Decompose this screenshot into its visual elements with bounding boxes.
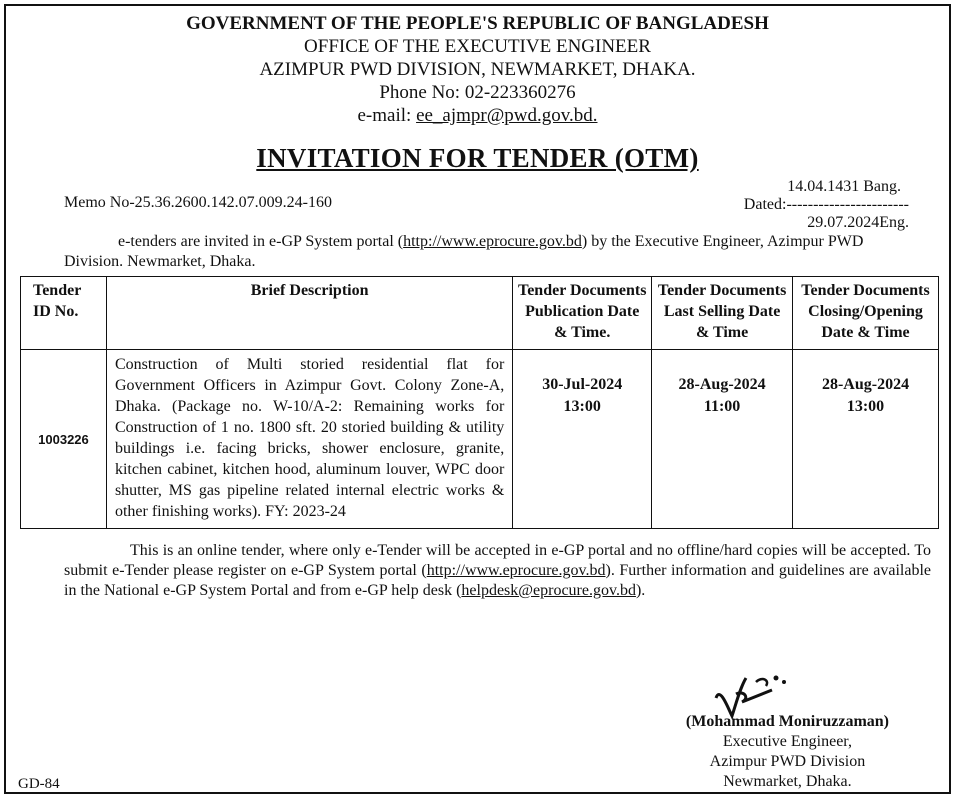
tender-id: 1003226	[21, 350, 107, 529]
last-selling-datetime	[652, 350, 793, 529]
eprocure-link[interactable]: http://www.eprocure.gov.bd	[403, 233, 582, 250]
memo-row	[6, 174, 949, 232]
header-publication: Tender Documents Publication Date & Time.	[513, 277, 652, 350]
note-text-2: ). Further information and guidelines are available in the National e-GP System Portal and from e-GP help desk (	[64, 562, 932, 599]
tender-description: Construction of Multi storied residential flat for Government Officers in Azimpur Govt. Colony Zone-A, Dhaka. (Package no. W-10/A-2: Remaining works for Construction of 1 no. 1800 sft. 20 storied building & utility buildings i.e. facing bricks, shower enclosure, granite, kitchen cabinet, kitchen hood, aluminum louver, WPC door shutter, MS gas pipeline related internal electric works & other finishing works). FY: 2023-24	[106, 350, 512, 529]
note-text-1: This is an online tender, where only e-Tender will be accepted in e-GP portal and no offline/hard copies will be accepted. To submit e-Tender please register on e-GP System portal (	[64, 542, 931, 579]
closing-opening-date: 28-Aug-2024	[821, 376, 910, 393]
government-name: GOVERNMENT OF THE PEOPLE'S REPUBLIC OF BANGLADESH	[186, 13, 769, 34]
header-tender-id: Tender ID No.	[21, 277, 107, 350]
closing-opening-time: 13:00	[846, 398, 885, 415]
intro-line-2: Division. Newmarket, Dhaka.	[64, 253, 256, 270]
signatory-designation: Executive Engineer,	[722, 733, 852, 750]
last-selling-time: 11:00	[703, 398, 741, 415]
signatory-location: Newmarket, Dhaka.	[723, 773, 852, 790]
header-closing-opening: Tender Documents Closing/Opening Date & Time	[793, 277, 939, 350]
last-selling-date: 28-Aug-2024	[678, 376, 766, 393]
closing-opening-datetime	[793, 350, 939, 529]
division-address: AZIMPUR PWD DIVISION, NEWMARKET, DHAKA.	[259, 59, 696, 80]
office-name: OFFICE OF THE EXECUTIVE ENGINEER	[304, 36, 651, 57]
eprocure-link-2[interactable]: http://www.eprocure.gov.bd	[426, 562, 606, 579]
header-description: Brief Description	[106, 277, 512, 350]
note-text-3: ).	[635, 582, 646, 599]
table-header-row	[21, 277, 939, 350]
date-english: 29.07.2024Eng.	[807, 214, 909, 231]
memo-number: Memo No-25.36.2600.142.07.009.24-160	[64, 194, 332, 211]
helpdesk-email[interactable]: helpdesk@eprocure.gov.bd	[461, 582, 636, 599]
online-tender-note	[64, 541, 931, 601]
table-row	[21, 350, 939, 529]
date-bangla: 14.04.1431 Bang.	[787, 178, 901, 195]
email-address[interactable]: ee_ajmpr@pwd.gov.bd.	[416, 105, 598, 126]
tender-notice	[4, 4, 951, 794]
notice-title-text: INVITATION FOR TENDER (OTM)	[256, 143, 699, 173]
phone-number: Phone No: 02-223360276	[379, 82, 576, 103]
dated-block	[744, 178, 909, 232]
header-last-selling: Tender Documents Last Selling Date & Time	[652, 277, 793, 350]
notice-title	[6, 143, 949, 174]
office-header	[6, 6, 949, 127]
signatory-division: Azimpur PWD Division	[709, 753, 866, 770]
signatory-name: (Mohammad Moniruzzaman)	[685, 713, 889, 730]
email-line	[6, 104, 949, 127]
dated-label: Dated:-----------------------	[743, 196, 909, 213]
tender-table	[20, 276, 939, 529]
intro-paragraph	[64, 232, 931, 252]
footer-code: GD-84	[18, 776, 60, 792]
publication-date: 30-Jul-2024	[542, 376, 623, 393]
publication-time: 13:00	[563, 398, 601, 415]
intro-text-before: e-tenders are invited in e-GP System portal (	[118, 233, 404, 250]
signature-block	[686, 712, 889, 792]
publication-datetime	[513, 350, 652, 529]
intro-text-after: ) by the Executive Engineer, Azimpur PWD	[581, 233, 864, 250]
email-label: e-mail:	[357, 105, 417, 126]
